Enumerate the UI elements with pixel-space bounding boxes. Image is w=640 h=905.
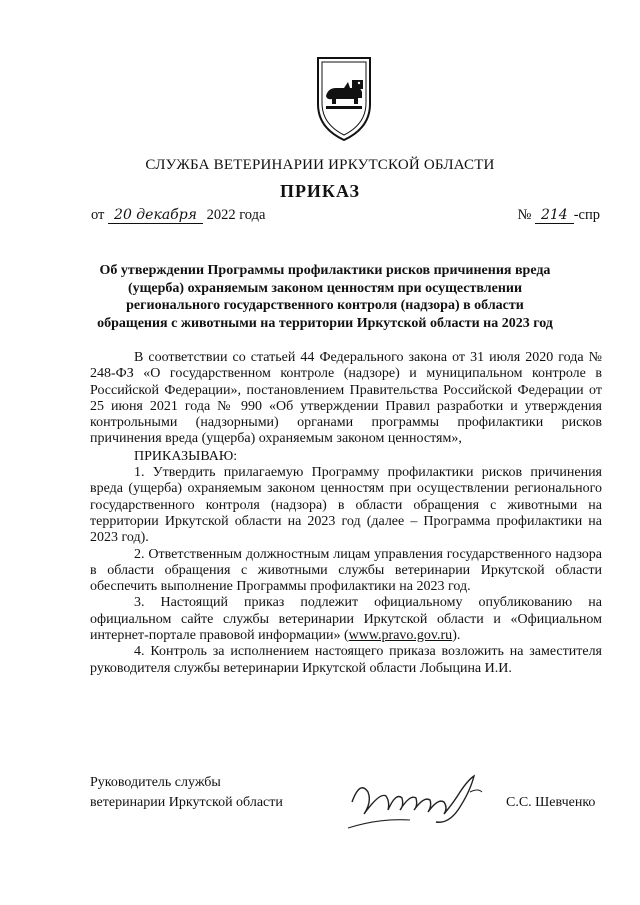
signatory-position (90, 773, 283, 813)
date-prefix: от (91, 207, 105, 223)
order-item-1: 1. Утвердить прилагаемую Программу профилактики рисков причинения вреда (ущерба) охраняемым законом ценностям при осуществлении регионального государственного контроля (надзора) в области обращения с животными на территории Иркутской области на 2023 год (далее – Программа профилактики на 2023 год). (90, 465, 602, 546)
item3-text: 3. Настоящий приказ подлежит официальному опубликованию на официальном сайте службы ветеринарии Иркутской области и «Официальном интернет-портале правовой информации» ( (90, 595, 602, 644)
document-title: Об утверждении Программы профилактики рисков причинения вреда (ущерба) охраняемым законом ценностям при осуществлении регионального государственного контроля (надзора) в области обращения с животными на территории Иркутской области на 2023 год (97, 263, 553, 331)
date-handwritten: 20 декабря (108, 207, 203, 224)
document-type: ПРИКАЗ (279, 181, 361, 201)
position-line-2: ветеринарии Иркутской области (90, 795, 283, 810)
order-item-2: 2. Ответственным должностным лицам управления государственного надзора в области обращения с животными службы ветеринарии Иркутской области обеспечить выполнение Программы профилактики на 2023 год. (90, 546, 602, 595)
number-handwritten: 214 (535, 207, 574, 224)
order-item-3 (90, 595, 602, 644)
document-date (91, 207, 265, 224)
number-prefix: № (517, 207, 532, 223)
order-word: ПРИКАЗЫВАЮ: (134, 448, 238, 464)
order-item-4: 4. Контроль за исполнением настоящего приказа возложить на заместителя руководителя службы ветеринарии Иркутской области Лобыцина И.И. (90, 644, 602, 676)
irkutsk-coat-of-arms-icon (304, 52, 384, 144)
number-suffix: -спр (573, 207, 600, 223)
pravo-link[interactable]: www.pravo.gov.ru (348, 628, 453, 644)
item3-end: ). (452, 628, 461, 644)
document-number (518, 207, 600, 224)
position-line-1: Руководитель службы (90, 775, 221, 790)
handwritten-signature (340, 762, 500, 842)
date-suffix: 2022 года (206, 207, 266, 223)
preamble: В соответствии со статьей 44 Федерального закона от 31 июля 2020 года № 248-ФЗ «О государственном контроле (надзоре) и муниципальном контроле в Российской Федерации», постановлением Правительства Российской Федерации от 25 июня 2021 года № 990 «Об утверждении Правил разработки и утверждения контрольными (надзорными) органами программы профилактики рисков причинения вреда (ущерба) охраняемым законом ценностям», (90, 350, 602, 447)
document-body (90, 350, 602, 677)
agency-name: СЛУЖБА ВЕТЕРИНАРИИ ИРКУТСКОЙ ОБЛАСТИ (145, 157, 495, 173)
signatory-name: С.С. Шевченко (506, 795, 596, 810)
